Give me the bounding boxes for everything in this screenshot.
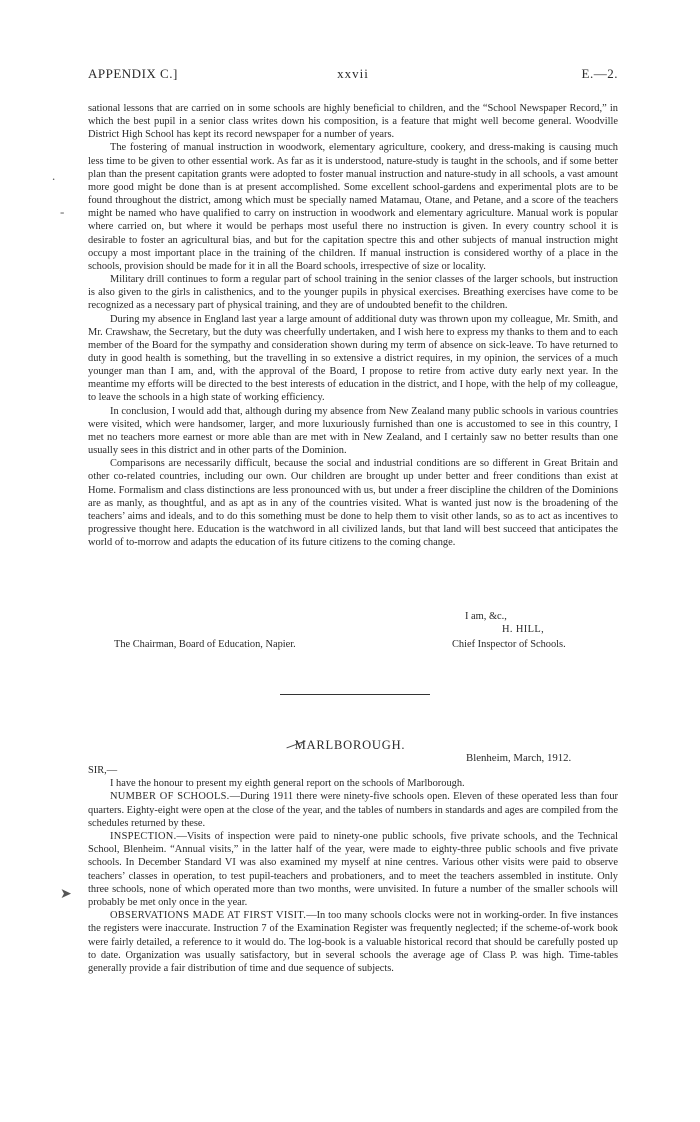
paragraph: Comparisons are necessarily difficult, because the social and industrial conditions are so different in Great Britain and other co-related countries, including our own. Our children are brought up under better and freer conditions than exist at Home. Formalism and class distinctions are less pronounced with us, but under a freer discipline the children of the Dominions are as manly, as thoughtful, and as apt as in any of the countries visited. What is wanted just now is the broadening of the teachers’ aims and ideals, and to do this something must be done to help them to visit other lands, so as to act as incentives to progressive thought here. Education is the watchword in all civilized lands, but that land will best succeed that anticipates the world of to-morrow and adapts the education of its future citizens to the coming change. xyxy=(88,458,618,549)
paragraph-heading: INSPECTION. xyxy=(110,831,177,843)
margin-mark: . xyxy=(52,168,56,183)
section-title: MARLBOROUGH. xyxy=(294,738,406,752)
paragraph-heading: OBSERVATIONS MADE AT FIRST VISIT. xyxy=(110,910,307,922)
paragraph: Military drill continues to form a regular part of school training in the senior classes of the larger schools, but instruction is also given to the girls in calisthenics, and to the younger pupils in physical exercises. Breathing exercises have come to be recognized as a necessary part of physical training, and they are of undoubted benefit to the children. xyxy=(88,274,618,312)
dateline: Blenheim, March, 1912. xyxy=(466,752,572,764)
document-code: E.—2. xyxy=(581,66,618,81)
section-body xyxy=(88,764,618,975)
paragraph xyxy=(88,830,618,909)
intro-paragraph: I have the honour to present my eighth general report on the schools of Marlborough. xyxy=(110,778,465,790)
paragraph: In conclusion, I would add that, although during my absence from New Zealand many public schools in various countries were visited, which were handsomer, larger, and more luxuriously furnished than one is accustomed to see in this country, I met no teachers more earnest or more able than are met with in New Zealand, and I certainly saw no better results than one usually sees in this district and in other parts of the Dominion. xyxy=(88,405,618,457)
closing-regards: I am, &c., xyxy=(465,611,507,622)
paragraph-text: —In too many schools clocks were not in working-order. In five instances the registers were inaccurate. Instruction 7 of the Examination Register was frequently neglected; if the scheme-of-work book were fairly detailed, a reference to it would do. The log-book is a valuable historical record that should be carefully posted up to date. Organization was usually satisfactory, but in several schools the average age of Class P. was high. Time-tables generally provide a fair distribution of time and due sequence of subjects. xyxy=(88,910,618,975)
page-header xyxy=(88,66,618,84)
addressee: The Chairman, Board of Education, Napier. xyxy=(114,639,296,650)
salutation: SIR,— xyxy=(88,765,118,776)
appendix-label: APPENDIX C.] xyxy=(88,66,178,81)
paragraph xyxy=(88,909,618,975)
section-divider xyxy=(280,694,430,695)
signature: H. HILL, xyxy=(502,624,545,635)
margin-mark: ‐ xyxy=(60,204,65,219)
paragraph: sational lessons that are carried on in some schools are highly beneficial to children, and the “School Newspaper Record,” in which the best pupil in a senior class writes down his composition, is a feature that might well become general. Woodville District High School has kept its record newspaper for a number of years. xyxy=(88,103,618,141)
paragraph-heading: NUMBER OF SCHOOLS. xyxy=(110,791,230,803)
paragraph xyxy=(88,790,618,830)
paragraph: The fostering of manual instruction in woodwork, elementary agriculture, cookery, and dress-making is causing much less time to be given to other essential work. As far as it is understood, nature-study is taught in the schools, and if some better plan than the present capitation grants were adopted to foster manual instruction and nature-study in all schools, a vast amount more good might be done than is at present accomplished. Some excellent school-gardens and experimental plots are to be found throughout the district, among which must be specially named Matamau, Otane, and Petane, and a score of the teachers might be named who have qualified to carry on instruction in woodwork and elementary agriculture. Manual work is popular where carried on, but where it would be perhaps most useful there no instruction is given. In every country school it is desirable to foster an agricultural bias, and but for the capitation spectre this and other subjects of manual instruction might occupy a most important place in the training of the children. If manual instruction is considered worthy of a place in the schools, provision should be made for it in all the Board schools, irrespective of size or locality. xyxy=(88,142,618,272)
paragraph-text: —Visits of inspection were paid to ninety-one public schools, five private schools, and the Technical School, Blenheim. “Annual visits,” in the latter half of the year, were made to eighty-three public schools and five private schools. In December Standard VI was also examined my myself at nine centres. Various other visits were paid to observe teachers’ classes in operation, to test pupil-teachers and probationers, and to meet the teachers assembled in institute. Only three schools, none of which operated more than two months, were unvisited. In future a number of the smaller schools will probably be met only once in the year. xyxy=(88,831,618,909)
margin-arrow-icon: ➤ xyxy=(60,887,72,902)
signatory-title: Chief Inspector of Schools. xyxy=(452,639,566,650)
paragraph-text: —During 1911 there were ninety-five schools open. Eleven of these operated less than four quarters. Eighty-eight were open at the close of the year, and the tables of numbers in standards and ages are compiled from the schedules returned by these. xyxy=(88,791,618,829)
page-number: xxvii xyxy=(337,66,369,81)
report-body xyxy=(88,102,618,549)
paragraph: During my absence in England last year a large amount of additional duty was thrown upon my colleague, Mr. Smith, and Mr. Crawshaw, the Secretary, but the duty was cheerfully undertaken, and I wish here to express my thanks to them and to each member of the Board for the sympathy and consideration shown during my term of absence on sick-leave. To have returned to duty in good health is something, but the travelling in so extensive a district requires, in my opinion, the services of a much younger man than I am, and, with the approval of the Board, I propose to retire from active duty early next year. In the meantime my efforts will be directed to the best interests of education in the district, and I hope, with the help of my colleague, to leave the schools in a high state of working efficiency. xyxy=(88,313,618,404)
